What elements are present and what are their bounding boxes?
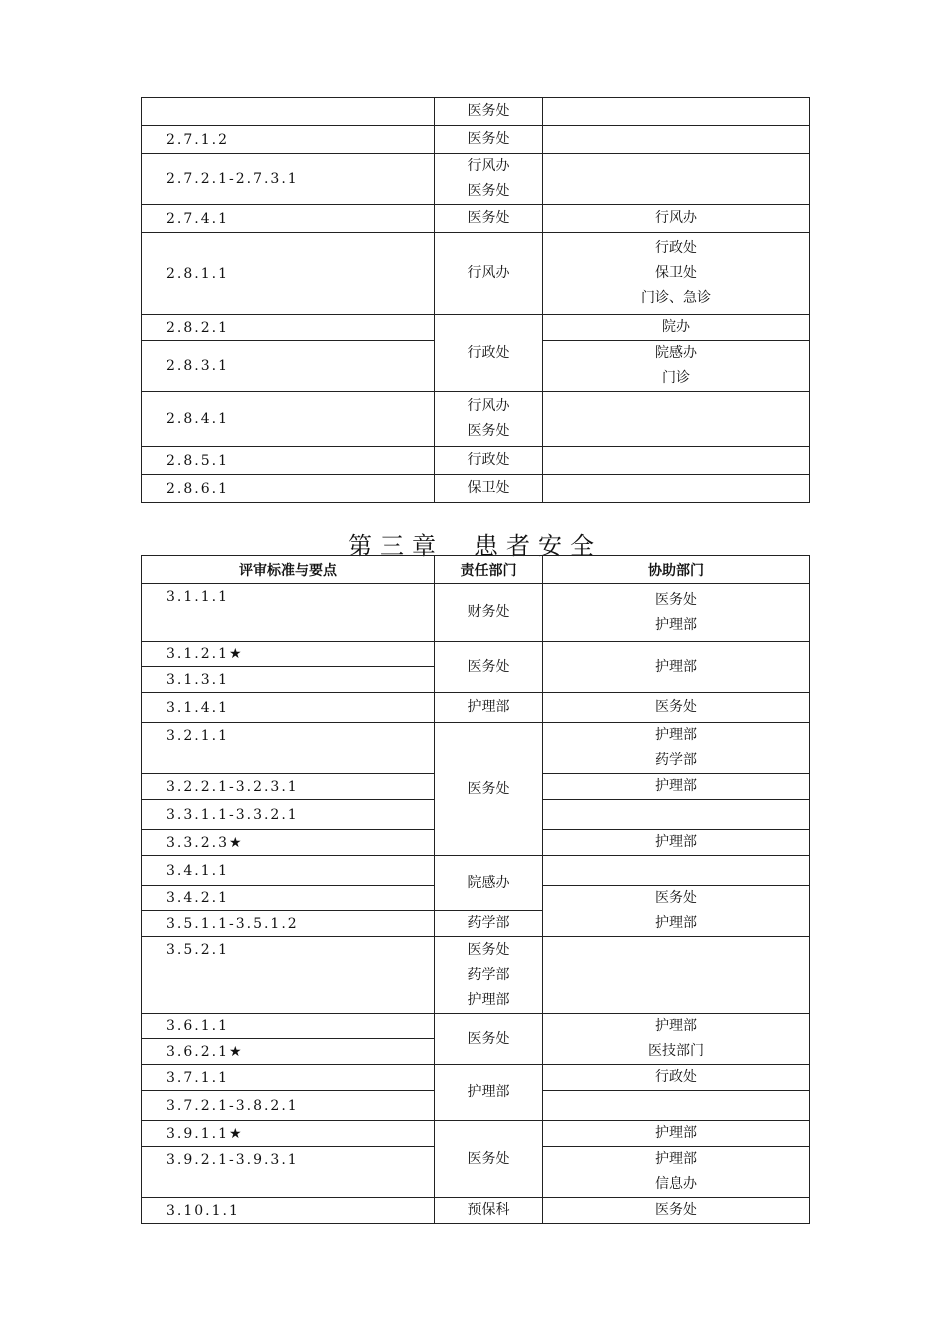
table-cell-assist [543, 233, 810, 315]
table-cell-code: 2.8.2.1 [142, 315, 435, 341]
table-cell-code: 3.7.2.1-3.8.2.1 [142, 1091, 435, 1121]
table-cell-code: 3.4.1.1 [142, 856, 435, 886]
dept-label: 护理部 [655, 616, 697, 633]
table-cell-assist [543, 584, 810, 642]
table-cell-assist: 医务处 [543, 1198, 810, 1224]
dept-label: 医技部门 [648, 1043, 704, 1059]
table-cell-code: 2.7.4.1 [142, 205, 435, 233]
table-cell-code: 3.3.1.1-3.3.2.1 [142, 800, 435, 830]
table-cell-code: 3.5.2.1 [142, 937, 435, 1014]
table-cell-code: 2.8.5.1 [142, 447, 435, 475]
table-cell-assist [543, 154, 810, 205]
table-cell-responsible: 药学部 [435, 911, 543, 937]
column-header-standard: 评审标准与要点 [142, 556, 435, 584]
dept-label: 信息办 [655, 1176, 697, 1192]
table-cell-assist [543, 98, 810, 126]
table-cell-responsible [435, 937, 543, 1014]
table-cell-code: 3.10.1.1 [142, 1198, 435, 1224]
table-cell-assist [543, 1091, 810, 1121]
dept-label: 护理部 [467, 991, 510, 1008]
table-cell-responsible: 预保科 [435, 1198, 543, 1224]
table-cell-code: 2.7.2.1-2.7.3.1 [142, 154, 435, 205]
dept-label: 医务处 [655, 890, 697, 906]
dept-label: 医务处 [467, 941, 510, 958]
table-cell-code: 2.8.1.1 [142, 233, 435, 315]
table-cell-code: 3.1.2.1★ [142, 642, 435, 667]
table-cell-code: 3.4.2.1 [142, 886, 435, 911]
table-cell-code: 3.6.1.1 [142, 1014, 435, 1039]
dept-label: 药学部 [467, 966, 510, 983]
table-cell-assist: 护理部 [543, 774, 810, 800]
table-cell-code: 2.8.4.1 [142, 392, 435, 447]
chapter-title: 患者安全 [474, 532, 602, 560]
table-cell-responsible [435, 154, 543, 205]
table-cell-assist: 护理部 [543, 1121, 810, 1147]
table-cell-assist [543, 723, 810, 774]
table-cell-code: 3.2.2.1-3.2.3.1 [142, 774, 435, 800]
table-cell-assist: 院办 [543, 315, 810, 341]
table-cell-assist [543, 1014, 810, 1065]
table-cell-code: 3.9.2.1-3.9.3.1 [142, 1147, 435, 1198]
dept-label: 医务处 [655, 591, 697, 608]
table-cell-code: 2.8.3.1 [142, 341, 435, 392]
dept-label: 行政处 [655, 240, 697, 256]
table-cell-assist [543, 341, 810, 392]
dept-label: 药学部 [655, 752, 697, 768]
table-cell-responsible: 医务处 [435, 205, 543, 233]
table-cell-assist [543, 856, 810, 886]
table-cell-assist: 护理部 [543, 642, 810, 693]
table-cell-code: 3.2.1.1 [142, 723, 435, 774]
table-cell-assist: 行政处 [543, 1065, 810, 1091]
table-cell-responsible: 医务处 [435, 1014, 543, 1065]
table-cell-responsible: 行政处 [435, 447, 543, 475]
table-cell-responsible: 行政处 [435, 315, 543, 392]
table-cell-assist [543, 937, 810, 1014]
table-cell-assist [543, 126, 810, 154]
table-cell-responsible: 医务处 [435, 1121, 543, 1198]
table-cell-code: 2.8.6.1 [142, 475, 435, 503]
table-cell-code: 2.7.1.2 [142, 126, 435, 154]
table-cell-code: 3.1.1.1 [142, 584, 435, 642]
column-header-assist: 协助部门 [543, 556, 810, 584]
table-cell-assist: 护理部 [543, 830, 810, 856]
table-cell-code: 3.9.1.1★ [142, 1121, 435, 1147]
dept-label: 保卫处 [655, 265, 697, 281]
table-cell-responsible: 保卫处 [435, 475, 543, 503]
dept-label: 门诊 [662, 370, 690, 386]
table-cell-responsible: 医务处 [435, 98, 543, 126]
table-cell-code: 3.5.1.1-3.5.1.2 [142, 911, 435, 937]
table-cell-assist [543, 447, 810, 475]
dept-label: 行风办 [467, 158, 510, 174]
table-cell-responsible: 医务处 [435, 723, 543, 856]
table-cell-assist [543, 800, 810, 830]
table-cell-assist [543, 475, 810, 503]
table-cell-assist [543, 886, 810, 937]
column-header-responsible: 责任部门 [435, 556, 543, 584]
table-cell-code: 3.1.3.1 [142, 667, 435, 693]
table-cell-assist [543, 1147, 810, 1198]
table-cell-responsible [435, 392, 543, 447]
dept-label: 院感办 [655, 345, 697, 361]
table-cell-code: 3.3.2.3★ [142, 830, 435, 856]
dept-label: 护理部 [655, 915, 697, 931]
chapter-number: 第三章 [348, 532, 444, 560]
table-cell-responsible: 院感办 [435, 856, 543, 911]
table-cell-assist: 行风办 [543, 205, 810, 233]
dept-label: 护理部 [655, 1151, 697, 1167]
table-cell-code: 3.7.1.1 [142, 1065, 435, 1091]
table-cell-code: 3.1.4.1 [142, 693, 435, 723]
table-cell-assist: 医务处 [543, 693, 810, 723]
dept-label: 护理部 [655, 1018, 697, 1034]
department-table-chapter-2 [141, 97, 810, 503]
table-cell-responsible: 医务处 [435, 642, 543, 693]
dept-label: 护理部 [655, 727, 697, 743]
table-cell-code [142, 98, 435, 126]
table-cell-assist [543, 392, 810, 447]
table-cell-responsible: 财务处 [435, 584, 543, 642]
table-cell-responsible: 行风办 [435, 233, 543, 315]
table-cell-responsible: 医务处 [435, 126, 543, 154]
dept-label: 医务处 [467, 183, 510, 199]
table-cell-responsible: 护理部 [435, 1065, 543, 1121]
department-table-chapter-3 [141, 555, 810, 1224]
dept-label: 医务处 [467, 423, 510, 439]
dept-label: 行风办 [467, 398, 510, 414]
dept-label: 门诊、急诊 [641, 290, 711, 306]
table-cell-responsible: 护理部 [435, 693, 543, 723]
table-cell-code: 3.6.2.1★ [142, 1039, 435, 1065]
